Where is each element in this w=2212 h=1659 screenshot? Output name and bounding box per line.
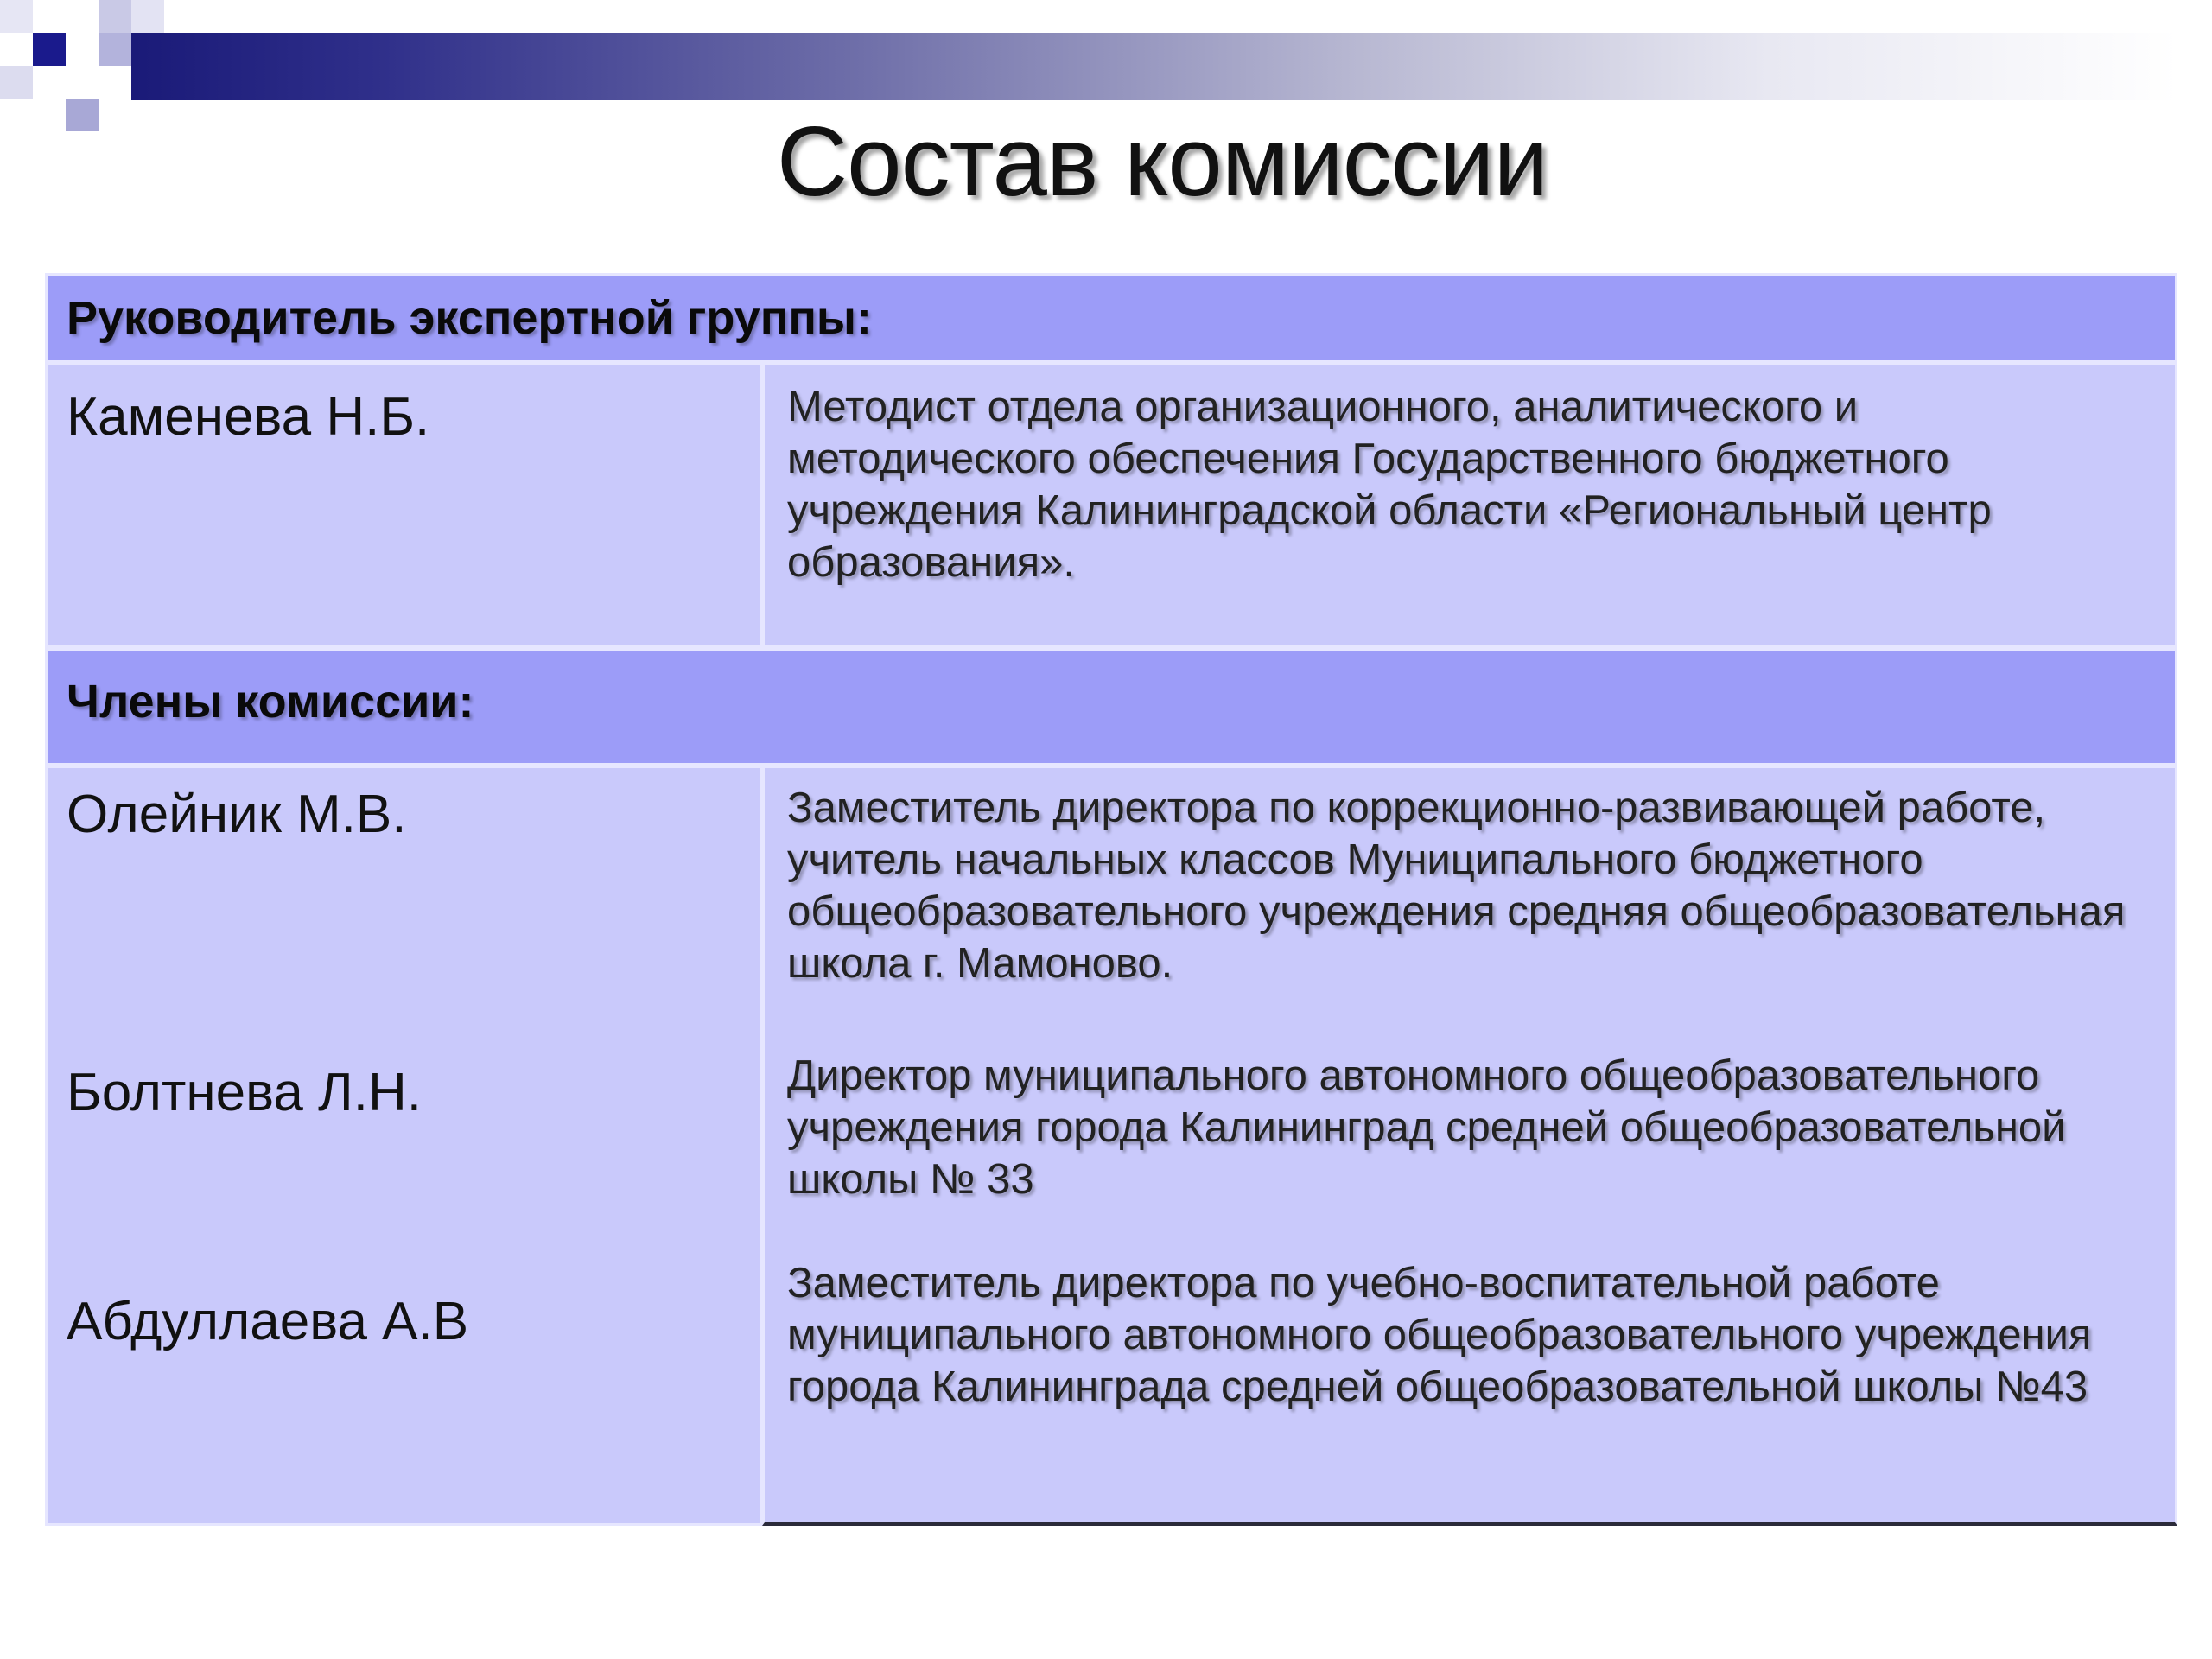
banner-square bbox=[99, 0, 131, 33]
leader-row bbox=[45, 363, 2177, 648]
banner-square bbox=[131, 0, 164, 33]
banner-square bbox=[0, 0, 33, 33]
members-section-header: Члены комиссии: bbox=[45, 648, 2177, 766]
members-row bbox=[45, 766, 2177, 1526]
member-name: Олейник М.В. bbox=[67, 785, 407, 844]
commission-table bbox=[45, 273, 2177, 1526]
banner-square bbox=[0, 66, 33, 99]
leader-description: Методист отдела организационного, аналитического и методического обеспечения Государственного бюджетного учреждения Калининградской области «Региональный центр образования». bbox=[762, 363, 2177, 648]
member-description: Заместитель директора по учебно-воспитательной работе муниципального автономного общеобразовательного учреждения города Калининграда средней общеобразовательной школы №43 bbox=[787, 1260, 2092, 1410]
leader-name: Каменева Н.Б. bbox=[45, 363, 762, 648]
members-descriptions-cell bbox=[762, 766, 2177, 1526]
slide-title: Состав комиссии bbox=[776, 107, 1548, 217]
member-description: Заместитель директора по коррекционно-развивающей работе, учитель начальных классов Муниципального бюджетного общеобразовательного учреждения средняя общеобразовательная школа г. Мамоново. bbox=[787, 785, 2126, 987]
member-description: Директор муниципального автономного общеобразовательного учреждения города Калининград средней общеобразовательной школы № 33 bbox=[787, 1052, 2066, 1203]
members-names-cell bbox=[45, 766, 762, 1526]
member-name: Болтнева Л.Н. bbox=[67, 1063, 422, 1122]
banner-gradient-bar bbox=[131, 33, 2177, 100]
banner-square bbox=[99, 33, 131, 66]
member-name: Абдуллаева А.В bbox=[67, 1292, 469, 1351]
banner-square bbox=[33, 33, 66, 66]
leader-section-header: Руководитель экспертной группы: bbox=[45, 273, 2177, 363]
